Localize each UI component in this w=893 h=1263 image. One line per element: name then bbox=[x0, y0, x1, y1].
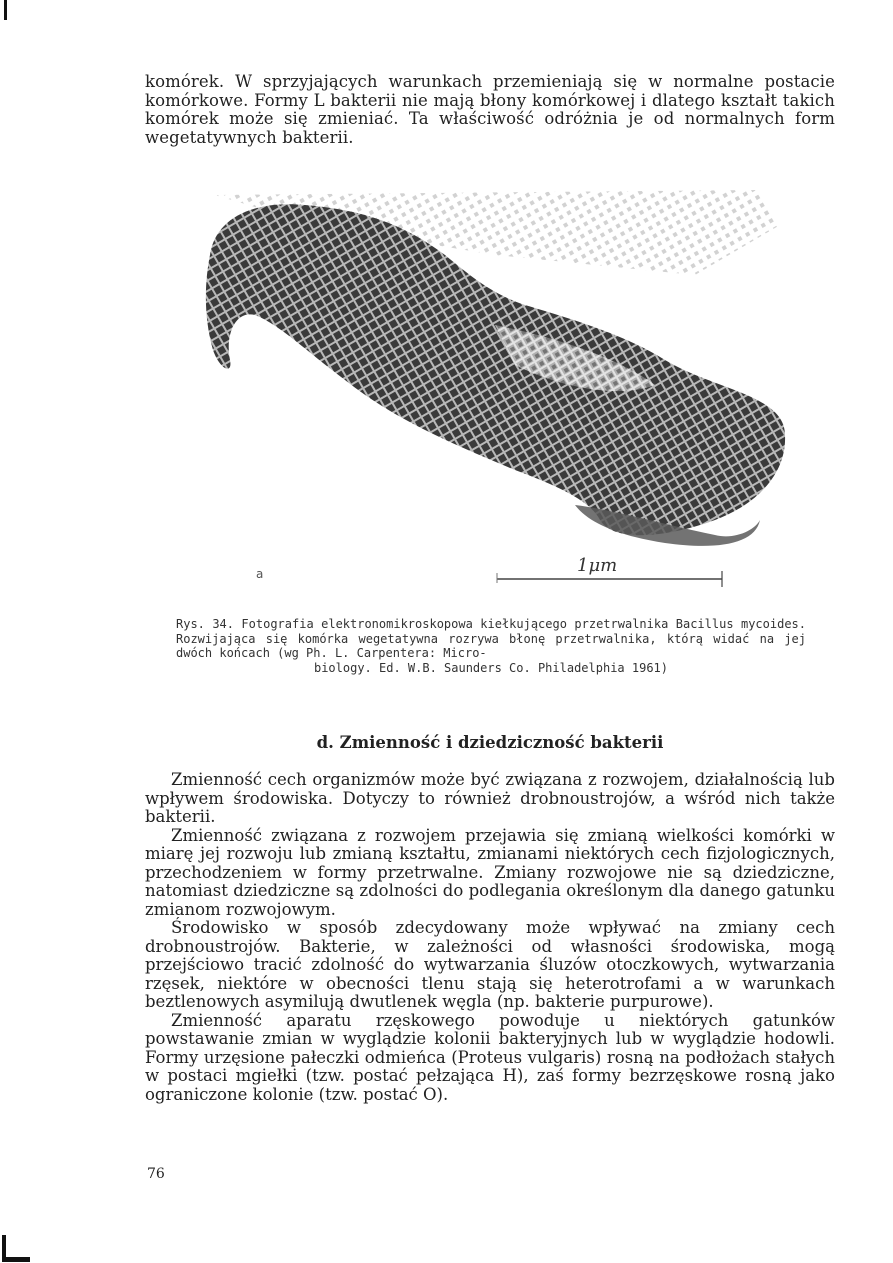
scale-label: 1μm bbox=[577, 555, 618, 576]
figure-caption bbox=[176, 617, 806, 675]
figure-panel-letter: a bbox=[256, 567, 264, 581]
figure-caption-last-line: biology. Ed. W.B. Saunders Co. Philadelphia 1961) bbox=[313, 660, 668, 675]
scan-corner-mark-bottom bbox=[0, 1235, 30, 1263]
section-heading: d. Zmienność i dziedziczność bakterii bbox=[316, 733, 664, 752]
body-paragraph: Zmienność aparatu rzęskowego powoduje u niektórych gatunków powstawanie zmian w wyglądzie kolonii bakteryjnych lub w wyglądzie hodowli. Formy urzęsione pałeczki odmieńca (Proteus vulgaris) rosną na podłożach stałych w postaci mgiełki (tzw. postać pełzająca H), zaś formy bezrzęskowe rosną jako ograniczone kolonie (tzw. postać O). bbox=[145, 1010, 835, 1104]
body-paragraph: Środowisko w sposób zdecydowany może wpływać na zmiany cech drobnoustrojów. Bakterie, w zależności od własności środowiska, mogą przejściowo tracić zdolność do wytwarzania śluzów otoczkowych, wytwarzania rzęsek, niektóre w obecności tlenu stają się heterotrofami a w warunkach beztlenowych asymilują dwutlenek węgla (np. bakterie purpurowe). bbox=[145, 918, 835, 1011]
body-paragraph: Zmienność cech organizmów może być związana z rozwojem, działalnością lub wpływem środowiska. Dotyczy to również drobnoustrojów, a wśród nich także bakterii. bbox=[145, 770, 835, 826]
intro-paragraph: komórek. W sprzyjających warunkach przemieniają się w normalne postacie komórkowe. Formy L bakterii nie mają błony komórkowej i dlatego kształt takich komórek może się zmieniać. Ta właściwość odróżnia je od normalnych form wegetatywnych bakterii. bbox=[145, 72, 835, 147]
body-paragraph: Zmienność związana z rozwojem przejawia się zmianą wielkości komórki w miarę jej rozwoju lub zmianą kształtu, zmianami niektórych cech fizjologicznych, przechodzeniem w formy przetrwalne. Zmiany rozwojowe nie są dziedziczne, natomiast dziedziczne są zdolności do podlegania określonym dla danego gatunku zmianom rozwojowym. bbox=[145, 825, 835, 919]
electron-micrograph-figure bbox=[195, 185, 790, 600]
figure-caption-main: Rys. 34. Fotografia elektronomikroskopowa kiełkującego przetrwalnika Bacillus mycoides. Rozwijająca się komórka wegetatywna rozrywa błonę przetrwalnika, którą widać na jej dwóch końcach (wg Ph. L. Carpentera: Micro- bbox=[176, 617, 806, 660]
section-body bbox=[145, 771, 835, 1104]
page-number: 76 bbox=[147, 1166, 165, 1182]
scan-corner-mark-top bbox=[4, 0, 7, 20]
micrograph-image bbox=[195, 185, 790, 600]
